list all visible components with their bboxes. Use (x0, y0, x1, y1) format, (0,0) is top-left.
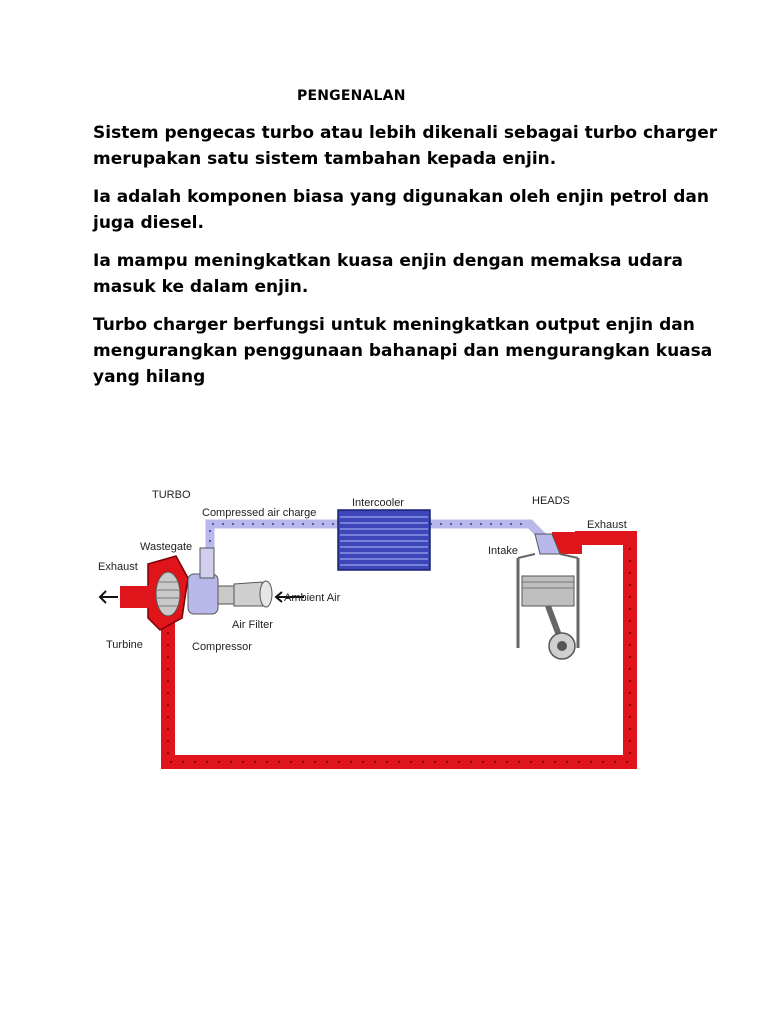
exhaust-outlet-pipe (120, 586, 152, 608)
intercooler (338, 510, 430, 570)
air-filter (234, 581, 272, 607)
turbo-diagram-svg (90, 478, 650, 778)
compressed-air-pipe (210, 524, 340, 582)
paragraph-4: Turbo charger berfungsi untuk meningkatkan output enjin dan mengurangkan penggunaan bahanapi dan mengurangkan kuasa yang hilang (93, 315, 713, 387)
compressed-air-pipe-dots (210, 524, 340, 582)
label-heads: HEADS (532, 495, 570, 507)
turbine-housing (148, 556, 188, 630)
body-text (93, 120, 733, 402)
label-turbine: Turbine (106, 639, 143, 651)
label-intercooler: Intercooler (352, 497, 404, 509)
label-exhaust-right: Exhaust (587, 519, 627, 531)
label-intake: Intake (488, 545, 518, 557)
paragraph-1: Sistem pengecas turbo atau lebih dikenali sebagai turbo charger merupakan satu sistem tambahan kepada enjin. (93, 123, 718, 169)
label-compressor: Compressor (192, 641, 252, 653)
label-air-filter: Air Filter (232, 619, 273, 631)
intake-pipe (430, 524, 546, 540)
turbo-diagram (90, 478, 650, 778)
label-wastegate: Wastegate (140, 541, 193, 553)
label-ambient-air: Ambient Air (284, 592, 341, 604)
compressor-housing (188, 548, 234, 614)
page-title: PENGENALAN (297, 88, 406, 104)
paragraph-3: Ia mampu meningkatkan kuasa enjin dengan memaksa udara masuk ke dalam enjin. (93, 251, 683, 297)
exhaust-outlet-arrow (100, 591, 118, 603)
paragraph-2: Ia adalah komponen biasa yang digunakan oleh enjin petrol dan juga diesel. (93, 187, 709, 233)
label-exhaust-left: Exhaust (98, 561, 138, 573)
label-turbo: TURBO (152, 489, 191, 501)
label-compressed-air: Compressed air charge (202, 507, 317, 519)
